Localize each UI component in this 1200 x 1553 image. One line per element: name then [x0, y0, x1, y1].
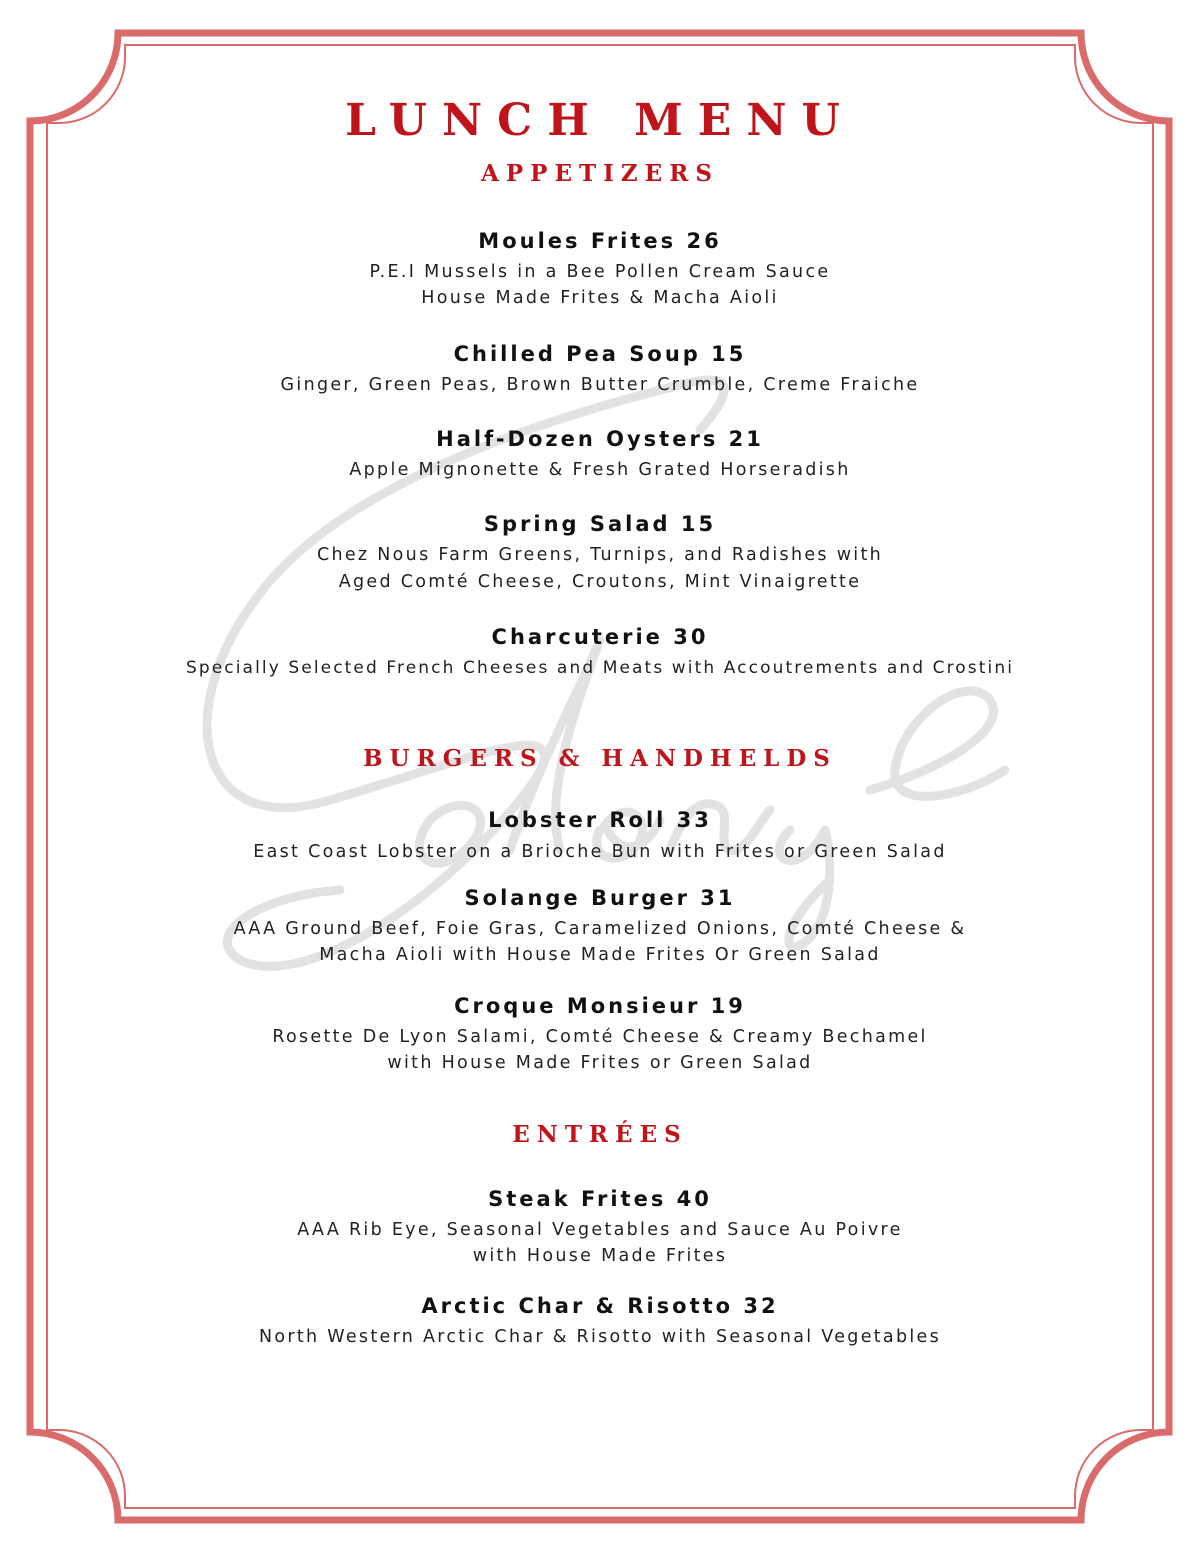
menu-item-solange-burger: Solange Burger 31 — [464, 886, 736, 910]
section-heading-entrees: ENTRÉES — [512, 1121, 688, 1148]
menu-item-description: with House Made Frites — [472, 1246, 728, 1266]
menu-item-chilled-pea-soup: Chilled Pea Soup 15 — [453, 342, 747, 366]
menu-item-moules-frites: Moules Frites 26 — [478, 229, 722, 253]
menu-item-steak-frites: Steak Frites 40 — [488, 1187, 712, 1211]
menu-title: LUNCH MENU — [345, 95, 855, 146]
menu-item-description: Aged Comté Cheese, Croutons, Mint Vinaigrette — [338, 572, 862, 592]
menu-item-description: with House Made Frites or Green Salad — [387, 1053, 813, 1073]
menu-item-description: AAA Rib Eye, Seasonal Vegetables and Sauce Au Poivre — [297, 1220, 903, 1240]
menu-item-description: P.E.I Mussels in a Bee Pollen Cream Sauce — [369, 262, 831, 282]
menu-item-charcuterie: Charcuterie 30 — [491, 625, 709, 649]
menu-item-croque-monsieur: Croque Monsieur 19 — [454, 994, 746, 1018]
menu-item-description: Specially Selected French Cheeses and Meats with Accoutrements and Crostini — [185, 658, 1015, 678]
menu-item-description: Apple Mignonette & Fresh Grated Horseradish — [349, 460, 851, 480]
menu-item-half-dozen-oysters: Half-Dozen Oysters 21 — [436, 427, 764, 451]
menu-item-description: East Coast Lobster on a Brioche Bun with Frites or Green Salad — [253, 842, 947, 862]
section-heading-burgers-handhelds: BURGERS & HANDHELDS — [363, 745, 837, 772]
menu-item-description: Rosette De Lyon Salami, Comté Cheese & Creamy Bechamel — [272, 1027, 928, 1047]
menu-item-spring-salad: Spring Salad 15 — [483, 512, 717, 536]
menu-item-lobster-roll: Lobster Roll 33 — [488, 808, 712, 832]
menu-item-arctic-char-risotto: Arctic Char & Risotto 32 — [421, 1294, 779, 1318]
menu-item-description: House Made Frites & Macha Aioli — [421, 288, 779, 308]
menu-item-description: Ginger, Green Peas, Brown Butter Crumble, Creme Fraiche — [280, 375, 920, 395]
menu-item-description: North Western Arctic Char & Risotto with Seasonal Vegetables — [258, 1327, 942, 1347]
menu-item-description: Macha Aioli with House Made Frites Or Green Salad — [319, 945, 881, 965]
menu-item-description: AAA Ground Beef, Foie Gras, Caramelized Onions, Comté Cheese & — [233, 919, 967, 939]
section-heading-appetizers: APPETIZERS — [481, 160, 719, 187]
menu-item-description: Chez Nous Farm Greens, Turnips, and Radishes with — [316, 545, 884, 565]
